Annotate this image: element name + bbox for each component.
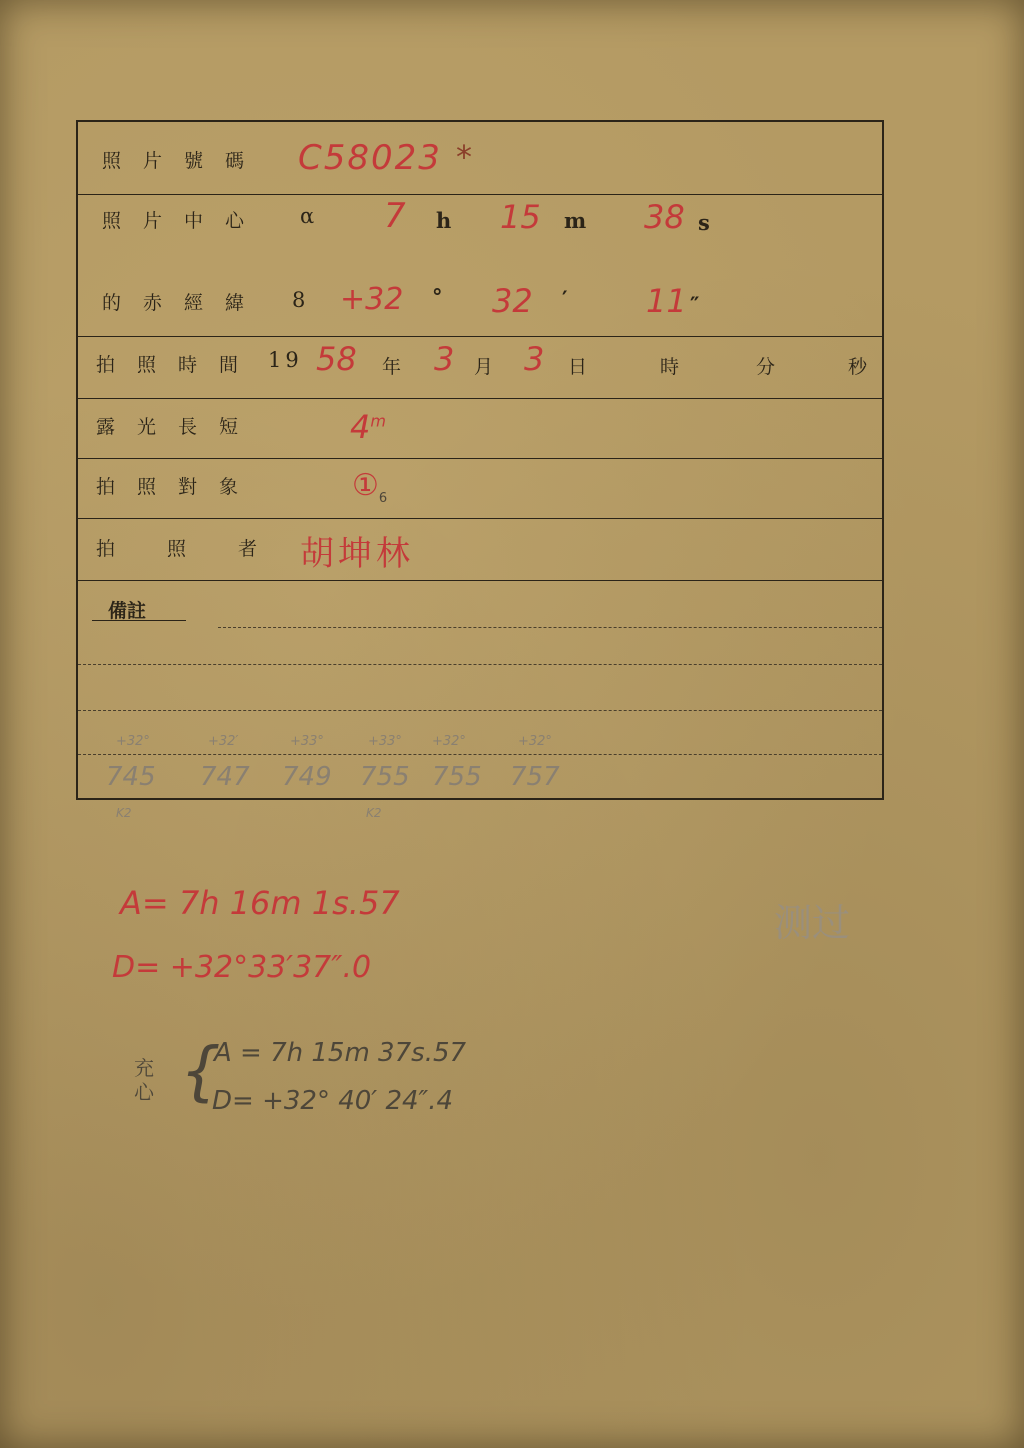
label-char: 拍 [96,354,116,376]
label-char: 號 [184,150,204,172]
ra-minutes: 15 [500,198,541,236]
ra-minutes-unit: m [564,208,587,233]
rule [78,336,882,337]
center-dec: D= +32° 40′ 24″.4 [212,1086,454,1116]
plate-center-label [102,206,244,233]
label-char: 照 [137,354,157,376]
rule [78,398,882,399]
remarks-underline [92,620,186,621]
photographer-value: 胡坤林 [300,534,414,574]
pencil-dec: +32° [518,734,552,749]
label-char: 經 [184,292,204,314]
label-char: 照 [137,476,157,498]
pencil-plate: 755 [432,762,482,792]
label-char: 短 [219,416,239,438]
dec-degrees-unit: ° [432,284,443,309]
center-ra: A = 7h 15m 37s.57 [214,1038,467,1068]
label-char: 照 [102,150,122,172]
year-prefix: 19 [268,348,303,372]
subject-label [96,472,238,499]
remark-dash-line [78,754,882,755]
label-char: 時 [178,354,198,376]
second-unit: 秒 [848,356,868,378]
rule [78,194,882,195]
photo-number-value: C58023 [298,138,442,178]
ra-hours: 7 [384,196,406,236]
remark-dash-line [78,710,882,711]
ra-dec-label [102,288,244,315]
label-char: 照 [102,210,122,232]
remarks-label: 備註 [108,600,147,622]
label-char: 拍 [96,538,116,560]
computed-dec: D= +32°33′37″.0 [112,950,372,985]
exposure-unit: m [370,411,386,431]
minute-unit: 分 [756,356,776,378]
rule [78,458,882,459]
ra-seconds-unit: s [698,210,710,235]
label-char: 赤 [143,292,163,314]
dec-minutes-unit: ′ [562,286,568,311]
subject-value [352,468,387,506]
star-mark: * [456,138,472,176]
dec-seconds-unit: ″ [690,292,700,317]
pencil-dec: +32° [432,734,466,749]
month-value: 3 [434,340,455,378]
subject-subscript: 6 [378,491,388,506]
hour-unit: 時 [660,356,680,378]
year-unit: 年 [382,356,402,378]
label-char: 片 [143,210,163,232]
exposure-value [350,408,386,446]
label-char: 長 [178,416,198,438]
label-char: 緯 [225,292,245,314]
measured-mark: 测过 [774,901,851,945]
label-char: 露 [96,416,116,438]
label-char: 拍 [96,476,116,498]
label-char: 光 [137,416,157,438]
rule [78,580,882,581]
computed-ra: A= 7h 16m 1s.57 [120,884,400,922]
label-char: 象 [219,476,239,498]
pencil-plate: 749 [282,762,332,792]
photo-number-label [102,146,244,173]
pencil-dec: +33° [290,734,324,749]
label-char: 碼 [225,150,245,172]
brace: { [180,1035,221,1109]
label-char: 者 [238,538,258,560]
label-char: 心 [225,210,245,232]
label-char: 間 [219,354,239,376]
photo-record-card [76,120,884,800]
pencil-plate: 757 [510,762,560,792]
pencil-k-mark: K2 [116,806,132,820]
ra-hours-unit: h [436,208,452,233]
remark-dash-line [218,627,882,628]
exposure-time-label [96,350,238,377]
black-prefix: 充心 [134,1056,154,1104]
exposure-number: 4 [350,408,371,446]
pencil-plate: 745 [106,762,156,792]
pencil-dec: +32′ [208,734,239,749]
dec-seconds: 11 [646,282,687,320]
pencil-plate: 755 [360,762,410,792]
subject-symbol: ① [352,468,379,503]
remark-dash-line [78,664,882,665]
label-char: 的 [102,292,122,314]
pencil-dec: +33° [368,734,402,749]
pencil-plate: 747 [200,762,250,792]
pencil-plate-numbers [78,762,598,796]
alpha-symbol: α [300,204,315,228]
pencil-declinations [78,734,598,754]
label-char: 中 [184,210,204,232]
ra-seconds: 38 [644,198,685,236]
day-unit: 日 [568,356,588,378]
label-char: 照 [167,538,187,560]
pencil-dec: +32° [116,734,150,749]
photographer-label [96,534,257,561]
label-char: 對 [178,476,198,498]
year-value: 58 [316,340,357,378]
dec-minutes: 32 [492,282,533,320]
label-char: 片 [143,150,163,172]
rule [78,518,882,519]
exposure-length-label [96,412,238,439]
delta-symbol: 8 [292,288,306,312]
dec-degrees: +32 [340,282,404,317]
pencil-k-mark: K2 [366,806,382,820]
month-unit: 月 [474,356,494,378]
day-value: 3 [524,340,545,378]
